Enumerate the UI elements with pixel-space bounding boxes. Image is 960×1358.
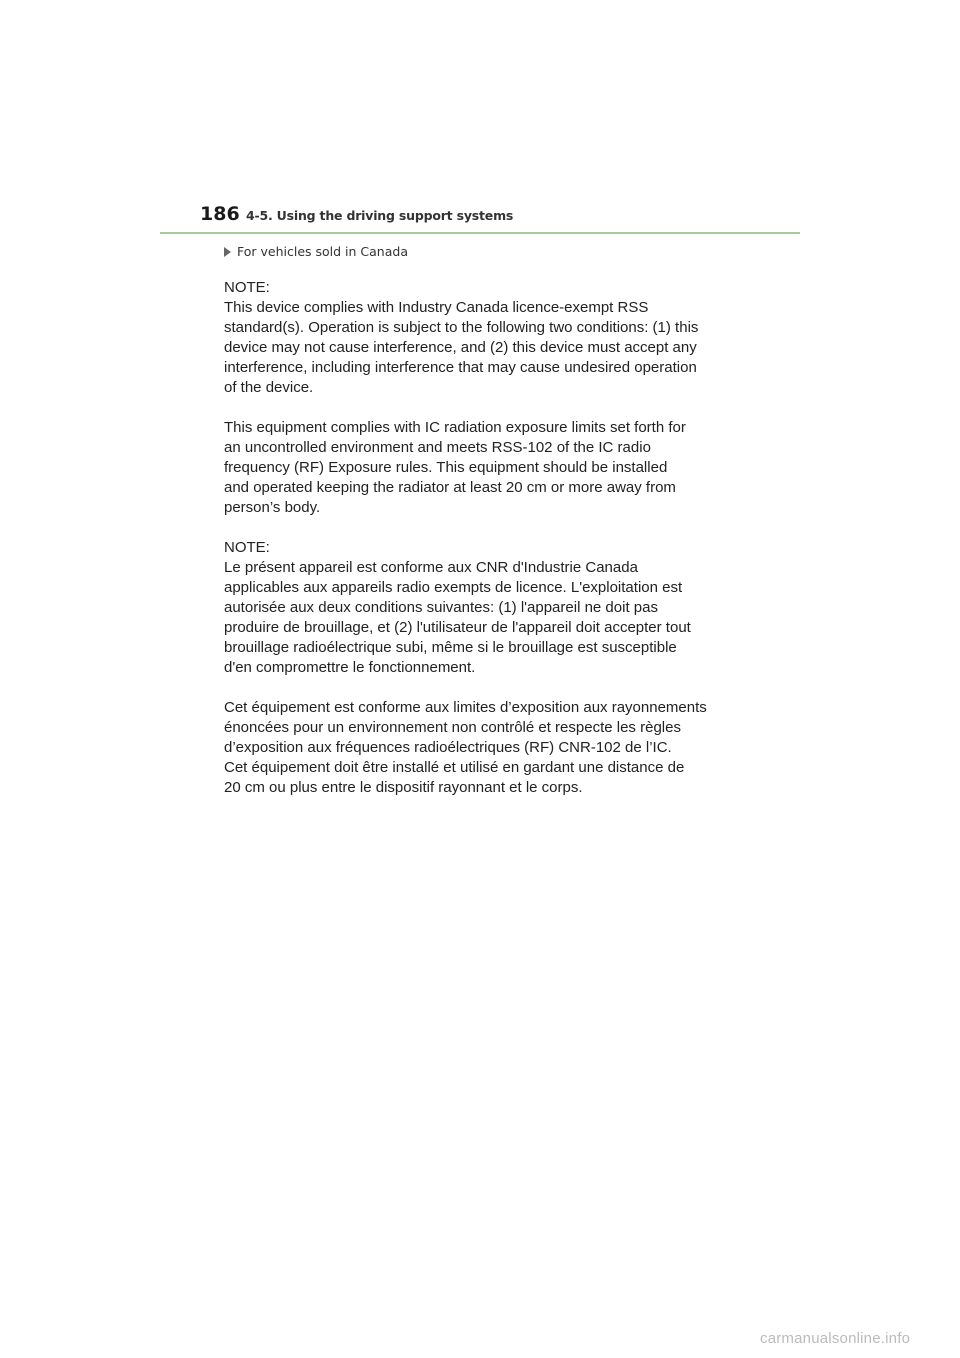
text-line: and operated keeping the radiator at least 20 cm or more away from xyxy=(224,479,676,496)
triangle-bullet-icon xyxy=(224,247,231,257)
section-title: 4-5. Using the driving support systems xyxy=(246,208,514,223)
text-line: This equipment complies with IC radiation exposure limits set forth for xyxy=(224,419,686,436)
header-divider xyxy=(160,232,800,234)
text-line: produire de brouillage, et (2) l'utilisateur de l'appareil doit accepter tout xyxy=(224,619,691,636)
text-line: autorisée aux deux conditions suivantes: (1) l'appareil ne doit pas xyxy=(224,599,658,616)
subsection-heading-text: For vehicles sold in Canada xyxy=(237,244,408,259)
text-line: of the device. xyxy=(224,379,314,396)
page-number: 186 xyxy=(200,203,240,225)
text-line: Le présent appareil est conforme aux CNR d'Industrie Canada xyxy=(224,559,638,576)
text-line: NOTE: xyxy=(224,539,270,556)
text-line: Cet équipement est conforme aux limites d’exposition aux rayonnements xyxy=(224,699,707,716)
text-line: standard(s). Operation is subject to the following two conditions: (1) this xyxy=(224,319,699,336)
text-line: NOTE: xyxy=(224,279,270,296)
text-line: device may not cause interference, and (2) this device must accept any xyxy=(224,339,697,356)
text-line: person’s body. xyxy=(224,499,321,516)
text-line: énoncées pour un environnement non contrôlé et respecte les règles xyxy=(224,719,681,736)
notice-text xyxy=(224,278,764,818)
page-header xyxy=(200,203,800,233)
text-line: applicables aux appareils radio exempts de licence. L'exploitation est xyxy=(224,579,683,596)
text-line: brouillage radioélectrique subi, même si le brouillage est susceptible xyxy=(224,639,677,656)
text-line: d'en compromettre le fonctionnement. xyxy=(224,659,476,676)
subsection-heading xyxy=(224,244,408,259)
paragraph-en-exposure xyxy=(224,418,764,518)
text-line: d’exposition aux fréquences radioélectriques (RF) CNR-102 de l’IC. xyxy=(224,739,672,756)
text-line: interference, including interference that may cause undesired operation xyxy=(224,359,697,376)
text-line: 20 cm ou plus entre le dispositif rayonnant et le corps. xyxy=(224,779,583,796)
text-line: frequency (RF) Exposure rules. This equipment should be installed xyxy=(224,459,668,476)
paragraph-en-note xyxy=(224,278,764,398)
text-line: This device complies with Industry Canada licence-exempt RSS xyxy=(224,299,649,316)
paragraph-fr-note xyxy=(224,538,764,678)
text-line: an uncontrolled environment and meets RSS-102 of the IC radio xyxy=(224,439,651,456)
paragraph-fr-exposure xyxy=(224,698,764,798)
text-line: Cet équipement doit être installé et utilisé en gardant une distance de xyxy=(224,759,685,776)
watermark-text: carmanualsonline.info xyxy=(760,1330,911,1347)
